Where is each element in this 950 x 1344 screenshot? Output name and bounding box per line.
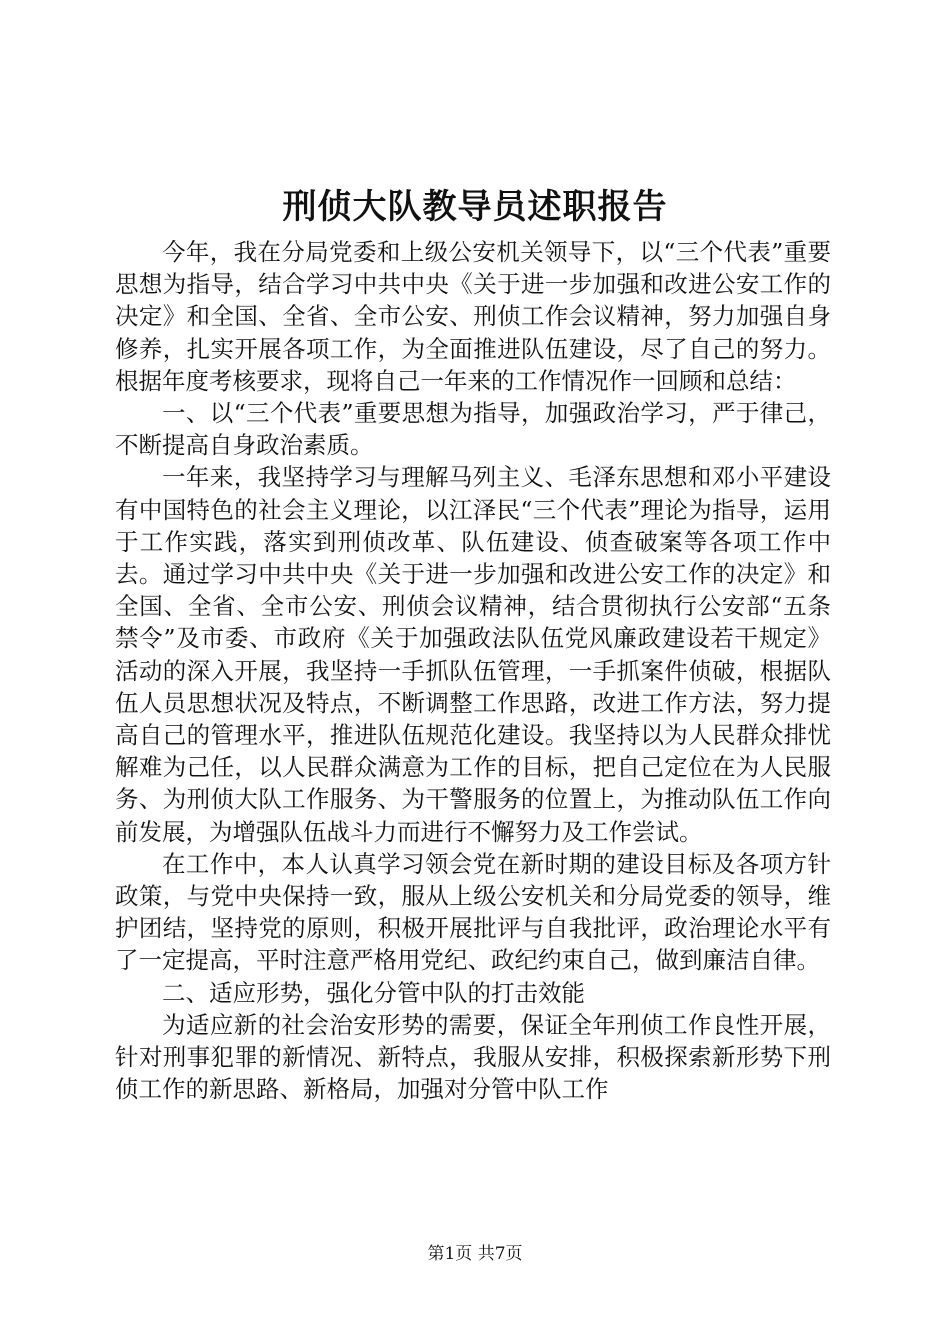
page-footer: 第1页 共7页 bbox=[427, 1244, 523, 1264]
section-heading: 一、以“三个代表”重要思想为指导，加强政治学习，严于律己，不断提高自身政治素质。 bbox=[115, 399, 831, 460]
document-body bbox=[115, 236, 831, 1105]
document-title: 刑侦大队教导员述职报告 bbox=[282, 187, 668, 227]
paragraph: 在工作中，本人认真学习领会党在新时期的建设目标及各项方针政策，与党中央保持一致，服从上级公安机关和分局党委的领导，维护团结，坚持党的原则，积极开展批评与自我批评，政治理论水平有了一定提高，平时注意严格用党纪、政纪约束自己，做到廉洁自律。 bbox=[115, 849, 831, 975]
section-heading: 二、适应形势，强化分管中队的打击效能 bbox=[162, 978, 585, 1007]
paragraph: 今年，我在分局党委和上级公安机关领导下，以“三个代表”重要思想为指导，结合学习中共中央《关于进一步加强和改进公安工作的决定》和全国、全省、全市公安、刑侦工作会议精神，努力加强自身修养，扎实开展各项工作，为全面推进队伍建设，尽了自己的努力。根据年度考核要求，现将自己一年来的工作情况作一回顾和总结： bbox=[115, 238, 831, 395]
paragraph: 为适应新的社会治安形势的需要，保证全年刑侦工作良性开展，针对刑事犯罪的新情况、新特点，我服从安排，积极探索新形势下刑侦工作的新思路、新格局，加强对分管中队工作 bbox=[115, 1010, 831, 1104]
paragraph: 一年来，我坚持学习与理解马列主义、毛泽东思想和邓小平建设有中国特色的社会主义理论，以江泽民“三个代表”理论为指导，运用于工作实践，落实到刑侦改革、队伍建设、侦查破案等各项工作中去。通过学习中共中央《关于进一步加强和改进公安工作的决定》和全国、全省、全市公安、刑侦会议精神，结合贯彻执行公安部“五条禁令”及市委、市政府《关于加强政法队伍党风廉政建设若干规定》活动的深入开展，我坚持一手抓队伍管理，一手抓案件侦破，根据队伍人员思想状况及特点，不断调整工作思路，改进工作方法，努力提高自己的管理水平，推进队伍规范化建设。我坚持以为人民群众排忧解难为己任，以人民群众满意为工作的目标，把自己定位在为人民服务、为刑侦大队工作服务、为干警服务的位置上，为推动队伍工作向前发展，为增强队伍战斗力而进行不懈努力及工作尝试。 bbox=[115, 463, 831, 846]
